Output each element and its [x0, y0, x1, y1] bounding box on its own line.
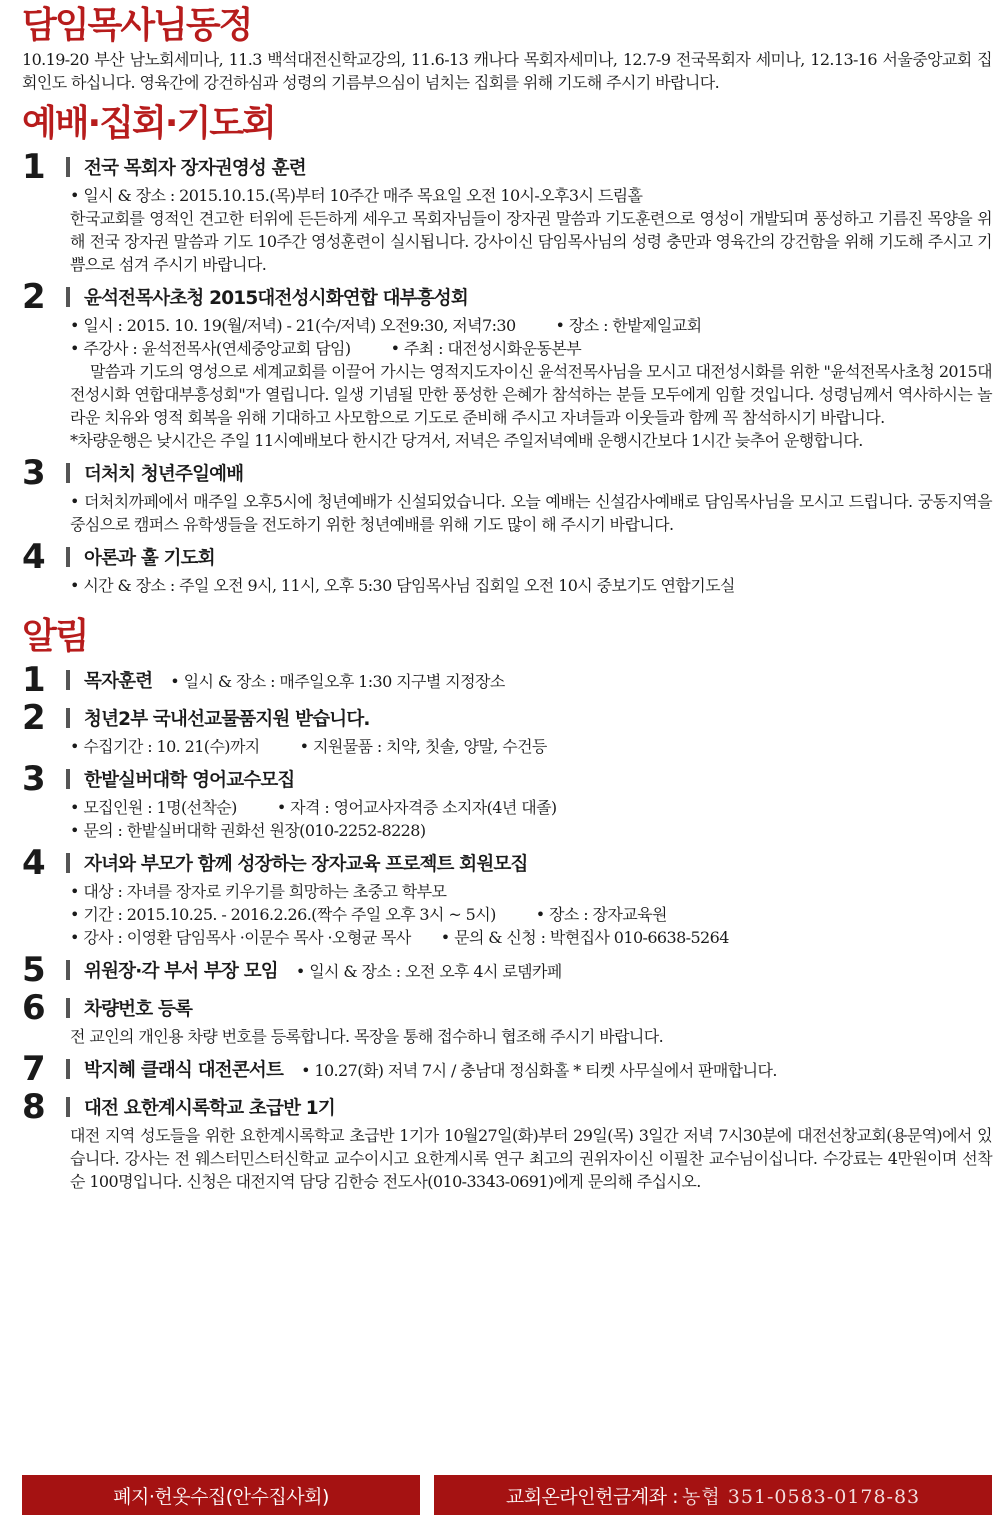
notice-item-2 [22, 698, 992, 758]
item-target: • 대상 : 자녀를 장자로 키우기를 희망하는 초중고 학부모 [70, 882, 447, 901]
item-title: 위원장·각 부서 부장 모임 [84, 961, 278, 982]
item-detail-row [70, 903, 992, 926]
item-detail: • 10.27(화) 저녁 7시 / 충남대 정심화홀 * 티켓 사무실에서 판매합니다. [301, 1060, 777, 1080]
item-title: 청년2부 국내선교물품지원 받습니다. [84, 709, 370, 730]
item-description: 한국교회를 영적인 견고한 터위에 든든하게 세우고 목회자님들이 장자권 말씀과 기도훈련으로 영성이 개발되며 풍성하고 기름진 목양을 위해 전국 장자권 말씀과 기도 10주간 영성훈련이 실시됩니다. 강사이신 담임목사님의 성령 충만과 영육간의 강건함을 위해 기도해 주시고 기쁨으로 섬겨 주시기 바랍니다. [70, 209, 992, 274]
item-title: 한밭실버대학 영어교수모집 [84, 770, 295, 791]
item-number: 3 [22, 453, 46, 493]
item-detail: • 일시 & 장소 : 매주일오후 1:30 지구별 지정장소 [170, 671, 505, 691]
item-host: • 주최 : 대전성시화운동본부 [390, 339, 582, 358]
item-description: • 더처치까페에서 매주일 오후5시에 청년예배가 신설되었습니다. 오늘 예배는 신설감사예배로 담임목사님을 모시고 드립니다. 궁동지역을 중심으로 캠퍼스 유학생들을 전도하기 위한 청년예배를 위해 기도 많이 해 주시기 바랍니다. [70, 492, 992, 534]
item-date: • 일시 : 2015. 10. 19(월/저녁) - 21(수/저녁) 오전9:30, 저녁7:30 [70, 316, 516, 335]
item-qualification: • 자격 : 영어교사자격증 소지자(4년 대졸) [276, 798, 557, 817]
footer-account-box [434, 1475, 992, 1515]
notice-item-1 [22, 660, 992, 700]
item-description: 대전 지역 성도들을 위한 요한계시록학교 초급반 1기가 10월27일(화)부터 29일(목) 3일간 저녁 7시30분에 대전선창교회(용문역)에서 있습니다. 강사는 전 웨스터민스터신학교 교수이시고 요한계시록 연구 최고의 권위자이신 이필찬 교수님이십니다. 수강료는 4만원이며 선착순 100명입니다. 신청은 대전지역 담당 김한승 전도사(010-3343-0691)에게 문의해 주십시오. [70, 1126, 992, 1191]
item-title: 목자훈련 [84, 671, 153, 692]
worship-item-4 [22, 537, 992, 597]
item-number: 8 [22, 1087, 46, 1127]
notice-item-8 [22, 1087, 992, 1193]
divider-bar [66, 960, 70, 980]
worship-item-2 [22, 277, 992, 452]
item-detail-row [70, 314, 992, 337]
pastor-schedule-text: 10.19-20 부산 남노회세미나, 11.3 백석대전신학교강의, 11.6-13 캐나다 목회자세미나, 12.7-9 전국목회자 세미나, 12.13-16 서울중앙교회 집회인도 하십니다. 영육간에 강건하심과 성령의 기름부으심이 넘치는 집회를 위해 기도해 주시기 바랍니다. [22, 50, 992, 92]
item-place: • 장소 : 한밭제일교회 [555, 316, 702, 335]
item-detail-row [70, 926, 992, 949]
item-contact: • 문의 & 신청 : 박현집사 010-6638-5264 [440, 928, 729, 947]
item-detail-row [70, 796, 992, 819]
divider-bar [66, 287, 70, 307]
notice-item-7 [22, 1049, 992, 1089]
item-detail: • 일시 & 장소 : 2015.10.15.(목)부터 10주간 매주 목요일 오전 10시-오후3시 드림홀 [70, 186, 643, 205]
item-recruit: • 모집인원 : 1명(선착순) [70, 798, 237, 817]
item-place: • 장소 : 장자교육원 [535, 905, 667, 924]
item-goods: • 지원물품 : 치약, 칫솔, 양말, 수건등 [299, 737, 547, 756]
item-title: 더처치 청년주일예배 [84, 464, 244, 485]
item-number: 5 [22, 950, 46, 990]
item-number: 4 [22, 537, 46, 577]
notice-item-5 [22, 950, 992, 990]
notice-item-4 [22, 843, 992, 949]
worship-item-3 [22, 453, 992, 536]
item-number: 2 [22, 698, 46, 738]
item-number: 7 [22, 1049, 46, 1089]
footer [22, 1475, 992, 1515]
divider-bar [66, 853, 70, 873]
item-period: • 기간 : 2015.10.25. - 2016.2.26.(짝수 주일 오후 3시 ~ 5시) [70, 905, 496, 924]
item-title: 윤석전목사초청 2015대전성시화연합 대부흥성회 [84, 288, 468, 309]
item-title: 자녀와 부모가 함께 성장하는 장자교육 프로젝트 회원모집 [84, 854, 528, 875]
item-title: 차량번호 등록 [84, 999, 193, 1020]
item-title: 박지혜 클래식 대전콘서트 [84, 1060, 284, 1081]
item-detail: • 시간 & 장소 : 주일 오전 9시, 11시, 오후 5:30 담임목사님 집회일 오전 10시 중보기도 연합기도실 [70, 576, 735, 595]
worship-section-title: 예배·집회·기도회 [22, 103, 275, 144]
divider-bar [66, 1059, 70, 1079]
pastor-schedule-title: 담임목사님동정 [22, 5, 252, 46]
divider-bar [66, 1097, 70, 1117]
footer-collection-text: 폐지·헌옷수집(안수집사회) [113, 1485, 329, 1508]
footer-collection-box [22, 1475, 420, 1515]
item-detail: • 일시 & 장소 : 오전 오후 4시 로뎀카페 [295, 961, 562, 981]
item-number: 1 [22, 660, 46, 700]
item-note: *차량운행은 낮시간은 주일 11시예배보다 한시간 당겨서, 저녁은 주일저녁예배 운행시간보다 1시간 늦추어 운행합니다. [70, 431, 863, 450]
item-detail-row [70, 337, 992, 360]
divider-bar [66, 157, 70, 177]
item-title: 전국 목회자 장자권영성 훈련 [84, 158, 306, 179]
item-number: 3 [22, 759, 46, 799]
divider-bar [66, 547, 70, 567]
divider-bar [66, 769, 70, 789]
notice-section-title: 알림 [22, 616, 88, 657]
item-number: 2 [22, 277, 46, 317]
item-number: 1 [22, 147, 46, 187]
item-title: 아론과 훌 기도회 [84, 548, 215, 569]
item-number: 4 [22, 843, 46, 883]
item-title: 대전 요한계시록학교 초급반 1기 [84, 1098, 335, 1119]
item-contact: • 문의 : 한밭실버대학 권화선 원장(010-2252-8228) [70, 821, 426, 840]
item-speaker: • 주강사 : 윤석전목사(연세중앙교회 담임) [70, 339, 351, 358]
notice-item-3 [22, 759, 992, 842]
divider-bar [66, 708, 70, 728]
footer-account-label: 교회온라인헌금계좌 : [505, 1485, 678, 1508]
divider-bar [66, 670, 70, 690]
item-period: • 수집기간 : 10. 21(수)까지 [70, 737, 260, 756]
item-speakers: • 강사 : 이영환 담임목사 ·이문수 목사 ·오형균 목사 [70, 928, 411, 947]
item-detail-row [70, 735, 992, 758]
divider-bar [66, 463, 70, 483]
divider-bar [66, 998, 70, 1018]
item-description: 전 교인의 개인용 차량 번호를 등록합니다. 목장을 통해 접수하니 협조해 주시기 바랍니다. [70, 1027, 664, 1046]
item-number: 6 [22, 988, 46, 1028]
footer-account-number: 농협 351-0583-0178-83 [681, 1485, 921, 1508]
notice-item-6 [22, 988, 992, 1048]
item-description: 말씀과 기도의 영성으로 세계교회를 이끌어 가시는 영적지도자이신 윤석전목사님을 모시고 대전성시화를 위한 "윤석전목사초청 2015대전성시화 연합대부흥성회"가 열립니다. 일생 기념될 만한 풍성한 은혜가 참석하는 분들 모두에게 임할 것입니다. 성령님께서 역사하시는 놀라운 치유와 영적 회복을 위해 기대하고 사모함으로 기도로 준비해 주시고 자녀들과 이웃들과 함께 꼭 참석하시기 바랍니다. [70, 362, 992, 427]
worship-item-1 [22, 147, 992, 276]
